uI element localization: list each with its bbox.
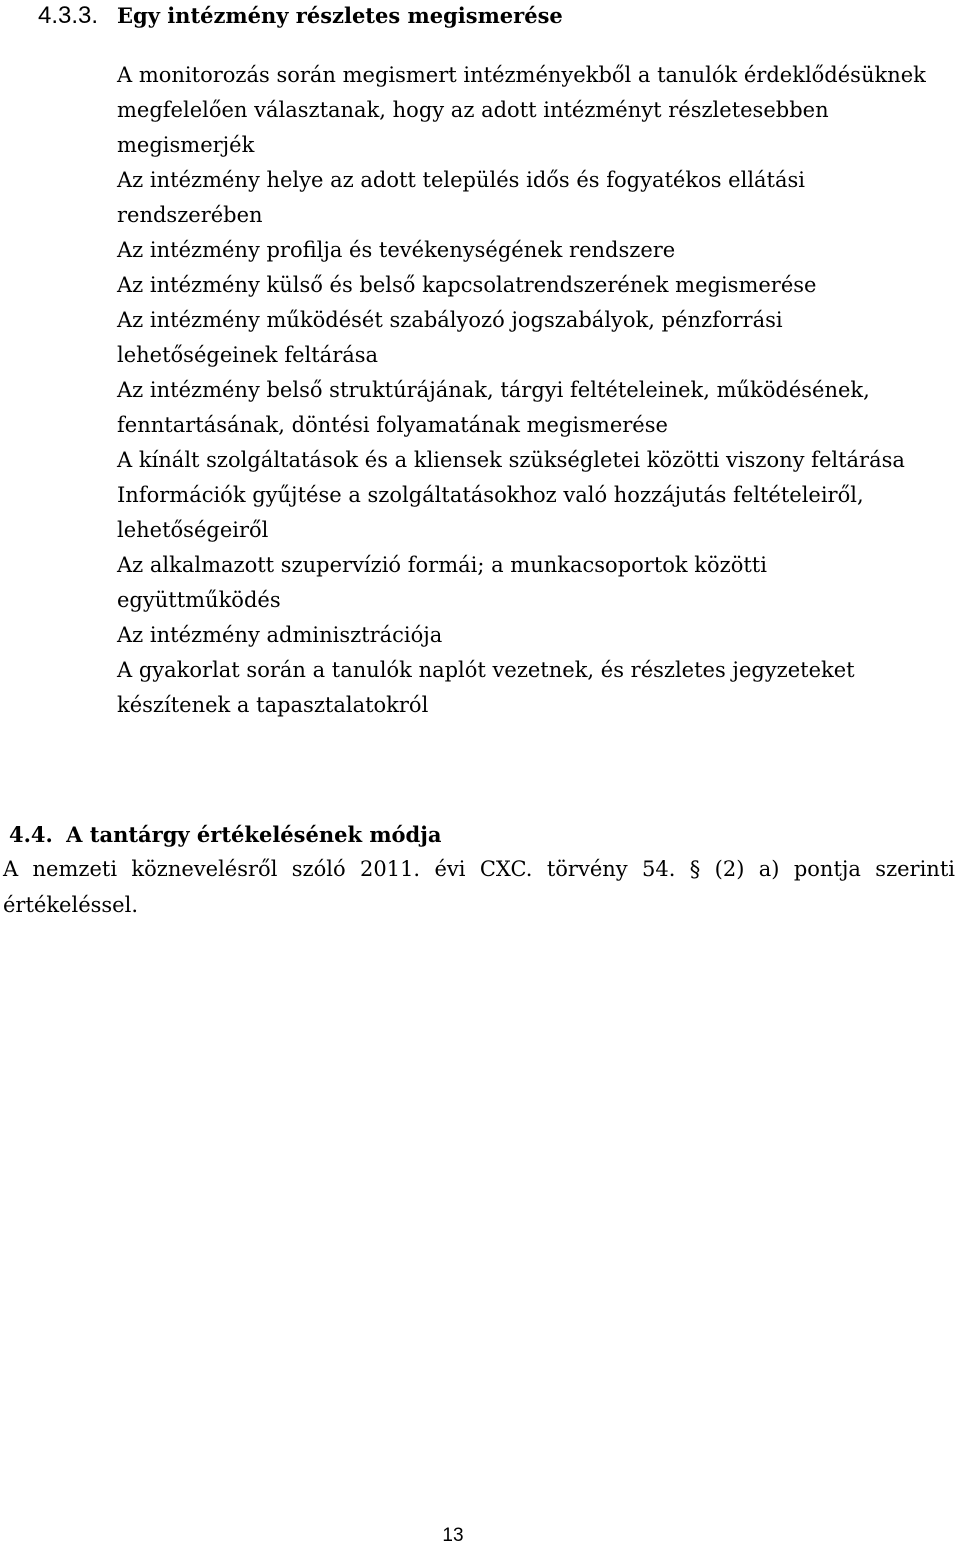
list-item: A monitorozás során megismert intézményekből a tanulók érdeklődésüknek megfelelően választanak, hogy az adott intézményt részletesebben megismerjék (117, 63, 926, 157)
list-item: A kínált szolgáltatások és a kliensek szükségletei közötti viszony feltárása (117, 448, 905, 472)
list-item: Az intézmény helye az adott település idős és fogyatékos ellátási rendszerében (117, 168, 806, 227)
list-item: Az intézmény külső és belső kapcsolatrendszerének megismerése (117, 273, 817, 297)
section-heading-4-4 (9, 818, 441, 852)
section-title: A tantárgy értékelésének módja (66, 822, 442, 847)
list-item: Az alkalmazott szupervízió formái; a munkacsoportok közötti együttműködés (117, 553, 767, 612)
list-item: Az intézmény működését szabályozó jogszabályok, pénzforrási lehetőségeinek feltárása (117, 308, 783, 367)
list-item: Az intézmény belső struktúrájának, tárgyi feltételeinek, működésének, fenntartásának, döntési folyamatának megismerése (117, 378, 870, 437)
list-item: A gyakorlat során a tanulók naplót vezetnek, és részletes jegyzeteket készítenek a tapasztalatokról (117, 658, 855, 717)
list-item: Az intézmény adminisztrációja (117, 623, 443, 647)
list-item: Információk gyűjtése a szolgáltatásokhoz való hozzájutás feltételeiről, lehetőségeiről (117, 483, 864, 542)
topic-list (117, 58, 937, 723)
evaluation-paragraph: A nemzeti köznevelésről szóló 2011. évi CXC. törvény 54. § (2) a) pontja szerinti értékeléssel. (3, 857, 955, 917)
page-number: 13 (442, 1525, 464, 1546)
section-number: 4.4. (9, 822, 53, 847)
section-number: 4.3.3. (38, 2, 99, 29)
section-heading-4-3-3 (0, 0, 960, 34)
list-item: Az intézmény profilja és tevékenységének rendszere (117, 238, 676, 262)
section-title: Egy intézmény részletes megismerése (117, 3, 563, 28)
